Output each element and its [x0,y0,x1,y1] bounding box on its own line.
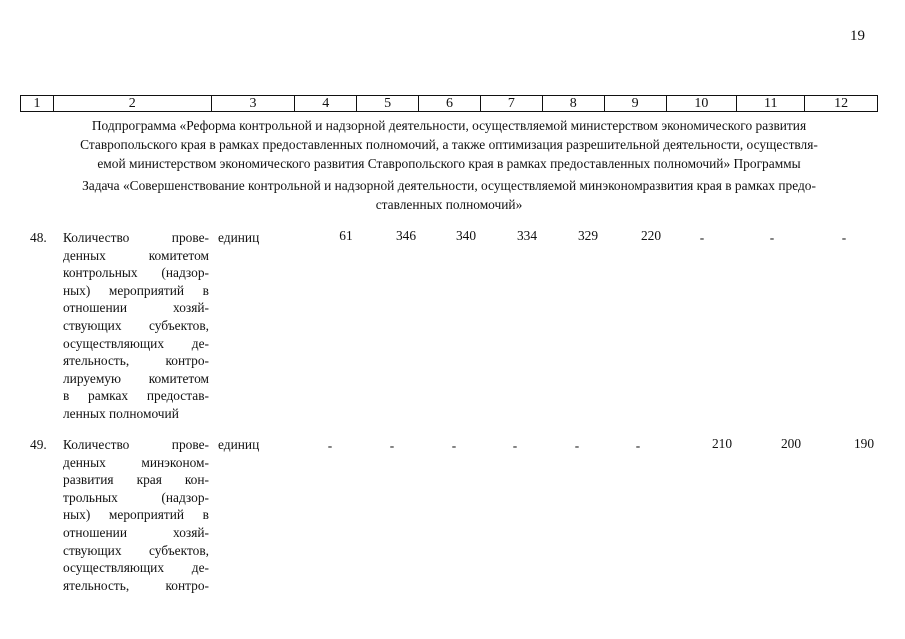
indicator-name-line: Количество прове- [63,437,209,452]
value-cell: - [389,438,395,453]
indicator-name-line: развития края кон- [63,472,209,488]
subprogram-heading [20,116,878,173]
indicator-name-line: ятельность, контро- [63,353,209,369]
page-number: 19 [850,28,865,44]
column-number-cell: 5 [357,96,419,111]
value-cell: 220 [640,228,662,243]
indicator-name-line: лируемую комитетом [63,370,209,386]
unit-of-measure: единиц [218,230,260,245]
column-number-cell: 3 [212,96,296,111]
indicator-name-line: трольных (надзор- [63,489,209,505]
row-number: 48. [30,230,47,245]
value-cell: - [635,438,641,453]
unit-of-measure: единиц [218,437,260,452]
value-cell: 200 [780,436,802,451]
indicator-name-line: ных) мероприятий в [63,507,209,523]
subprogram-line: Подпрограмма «Реформа контрольной и надзорной деятельности, осуществляемой министерством экономического развития [91,118,807,133]
column-number-cell: 9 [605,96,667,111]
task-line: Задача «Совершенствование контрольной и надзорной деятельности, осуществляемой минэкономразвития края в рамках предо- [82,178,816,193]
value-cell: - [699,230,705,245]
indicator-name-line: ятельность, контро- [63,577,209,593]
column-number-cell: 7 [481,96,543,111]
indicator-name-line: ствующих субъектов, [63,542,209,558]
column-number-cell: 12 [834,96,849,111]
indicator-name-line: отношении хозяй- [63,524,209,540]
value-cell: 334 [516,228,538,243]
column-number-header [20,95,878,112]
value-cell: - [769,230,775,245]
value-cell: - [841,230,847,245]
indicator-name [63,229,209,423]
indicator-name-line: осуществляющих де- [63,560,209,576]
column-number-cell: 11 [737,96,805,111]
column-number-cell: 8 [543,96,605,111]
indicator-name-line: ствующих субъектов, [63,317,209,333]
column-number-cell: 2 [54,96,212,111]
value-cell: 346 [395,228,417,243]
indicator-name-line: Количество прове- [63,230,209,245]
value-cell: - [574,438,580,453]
column-number-cell: 4 [295,96,357,111]
row-number: 49. [30,437,47,452]
indicator-name-line: ных) мероприятий в [63,282,209,298]
task-heading [20,176,878,214]
indicator-name-line: денных минэконом- [63,454,209,470]
value-cell: 190 [853,436,875,451]
subprogram-line: Ставропольского края в рамках предоставленных полномочий, а также оптимизация разрешительной деятельности, осуществля- [80,137,818,152]
subprogram-line: емой министерством экономического развития Ставропольского края в рамках предоставленных полномочий» Программы [97,156,801,171]
indicator-name-line: денных комитетом [63,247,209,263]
value-cell: - [512,438,518,453]
column-number-cell: 1 [21,96,54,111]
value-cell: - [451,438,457,453]
value-cell: 61 [339,228,353,243]
indicator-name-line: контрольных (надзор- [63,265,209,281]
indicator-name-line: осуществляющих де- [63,335,209,351]
indicator-name-line: в рамках предостав- [63,388,209,404]
column-number-cell: 10 [667,96,738,111]
indicator-name-line: отношении хозяй- [63,300,209,316]
value-cell: 210 [711,436,733,451]
value-cell: - [327,438,333,453]
indicator-name [63,436,209,594]
indicator-name-line: ленных полномочий [63,405,179,421]
task-line: ставленных полномочий» [375,197,523,212]
value-cell: 329 [577,228,599,243]
column-number-cell: 6 [419,96,481,111]
value-cell: 340 [455,228,477,243]
